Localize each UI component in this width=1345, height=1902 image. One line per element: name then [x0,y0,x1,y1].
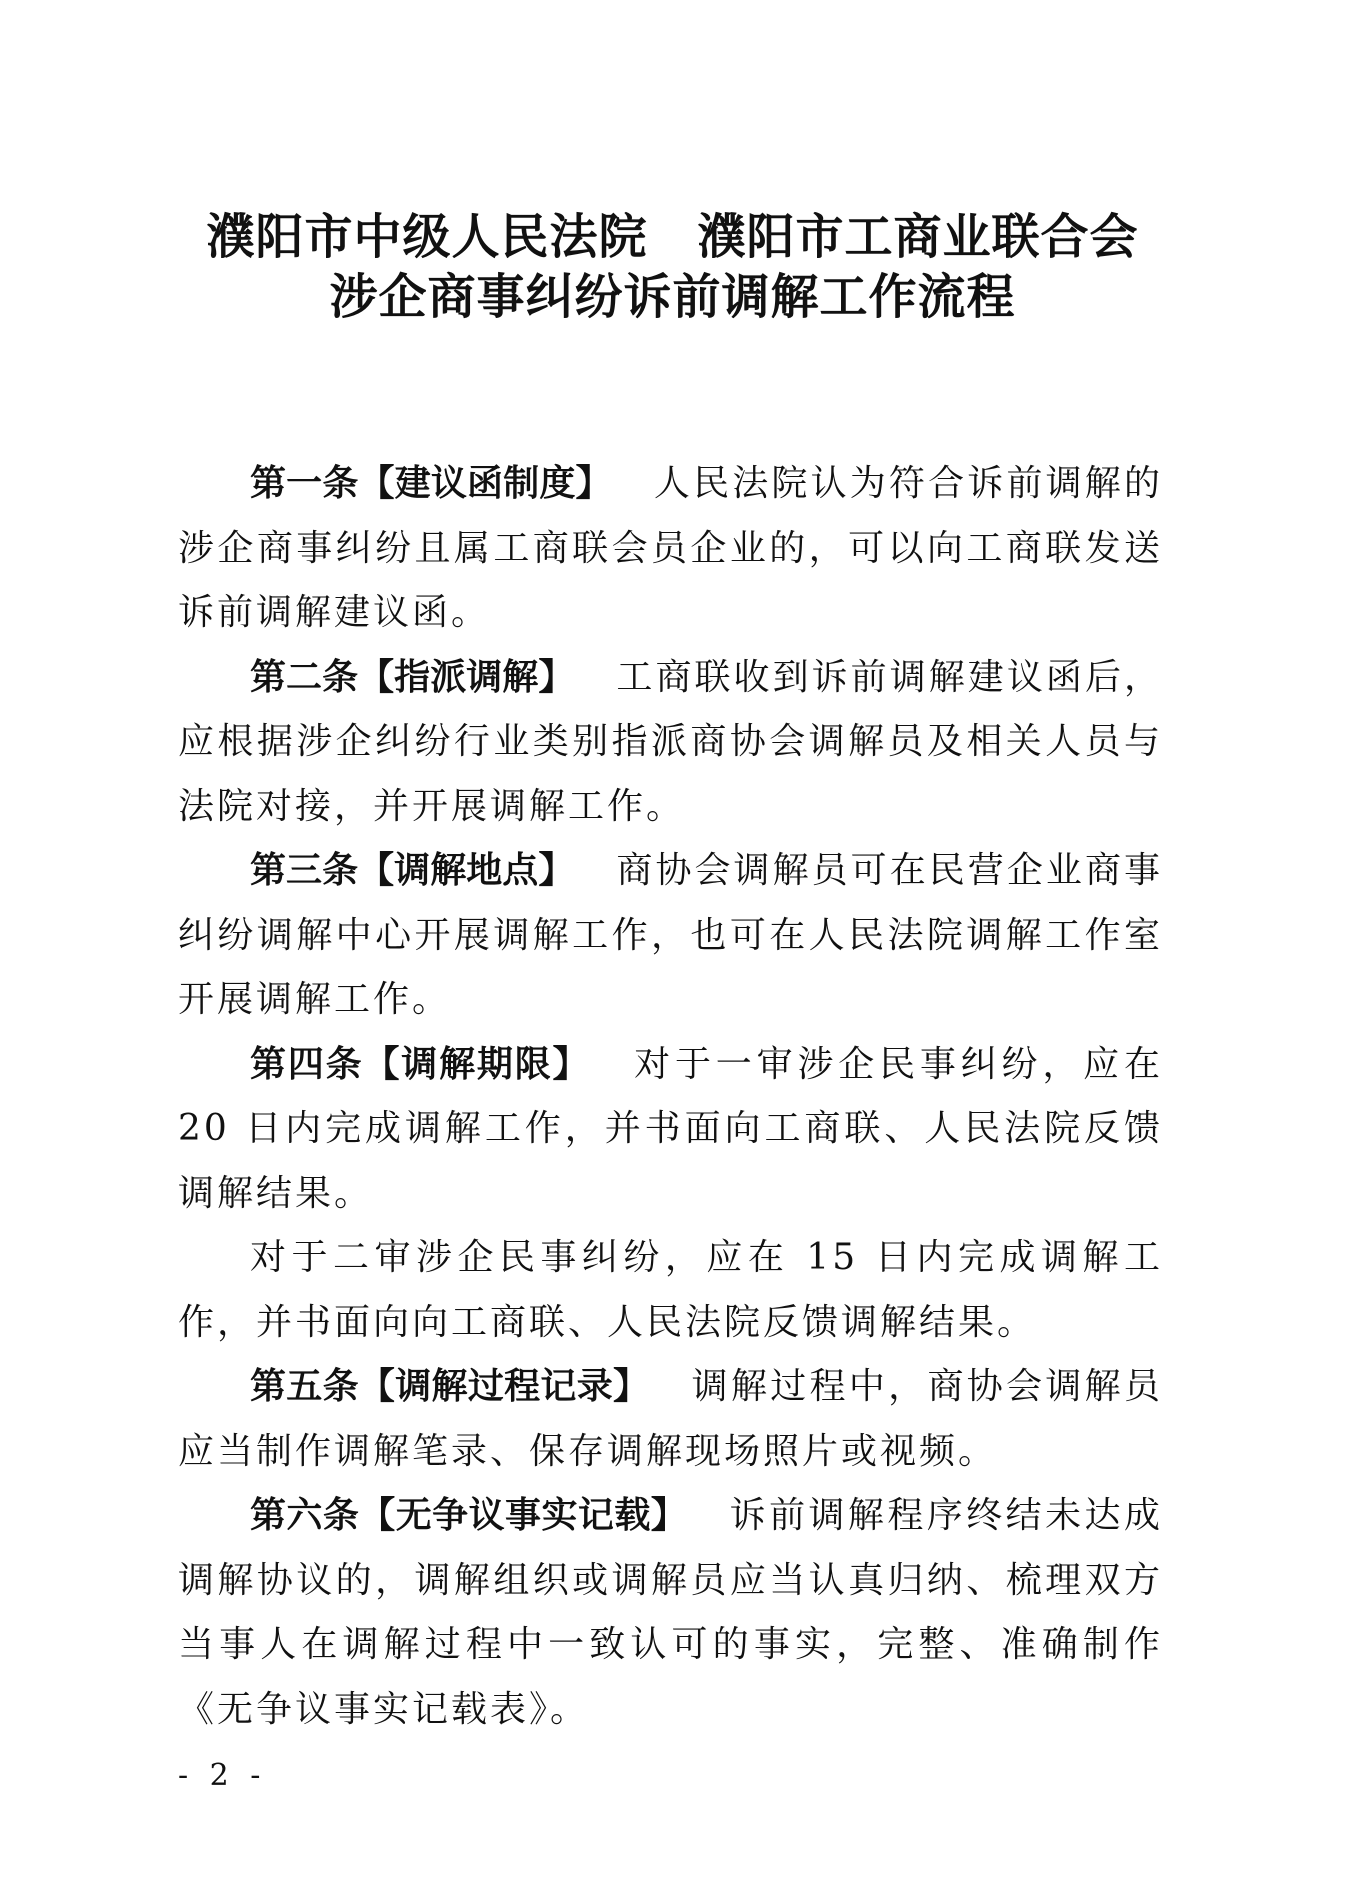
article-heading: 第六条【无争议事实记载】 [250,1495,688,1536]
article-heading: 第二条【指派调解】 [250,656,575,698]
article-3 [178,839,1163,1033]
article-text: 工商联收到诉前调解建议函后，应根据涉企纠纷行业类别指派商协会调解员及相关人员与法院对接，并开展调解工作。 [178,656,1163,827]
title-federation-name: 濮阳市工商业联合会 [697,209,1139,265]
article-4 [178,1033,1163,1227]
article-text: 人民法院认为符合诉前调解的涉企商事纠纷且属工商联会员企业的，可以向工商联发送诉前调解建议函。 [178,463,1163,633]
document-body [178,452,1163,1742]
article-text: 诉前调解程序终结未达成调解协议的，调解组织或调解员应当认真归纳、梳理双方当事人在调解过程中一致认可的事实，完整、准确制作《无争议事实记载表》。 [178,1495,1163,1730]
article-heading: 第五条【调解过程记录】 [250,1366,650,1407]
article-text: 对于二审涉企民事纠纷，应在 15 日内完成调解工作，并书面向向工商联、人民法院反馈调解结果。 [178,1237,1163,1343]
article-1 [178,452,1163,646]
article-4-paragraph-2 [178,1226,1163,1355]
page-number: - 2 - [178,1758,267,1793]
article-heading: 第一条【建议函制度】 [250,463,612,504]
title-court-name: 濮阳市中级人民法院 [206,209,648,265]
article-6 [178,1484,1163,1742]
article-2 [178,646,1163,840]
article-text: 商协会调解员可在民营企业商事纠纷调解中心开展调解工作，也可在人民法院调解工作室开展调解工作。 [178,850,1163,1020]
article-text: 调解过程中，商协会调解员应当制作调解笔录、保存调解现场照片或视频。 [178,1366,1163,1472]
document-title-line-1 [150,207,1195,267]
document-title-line-2: 涉企商事纠纷诉前调解工作流程 [329,269,1016,325]
article-5 [178,1355,1163,1484]
article-heading: 第三条【调解地点】 [250,850,575,891]
article-text: 对于一审涉企民事纠纷，应在 20 日内完成调解工作，并书面向工商联、人民法院反馈调解结果。 [178,1043,1163,1214]
article-heading: 第四条【调解期限】 [250,1043,591,1085]
